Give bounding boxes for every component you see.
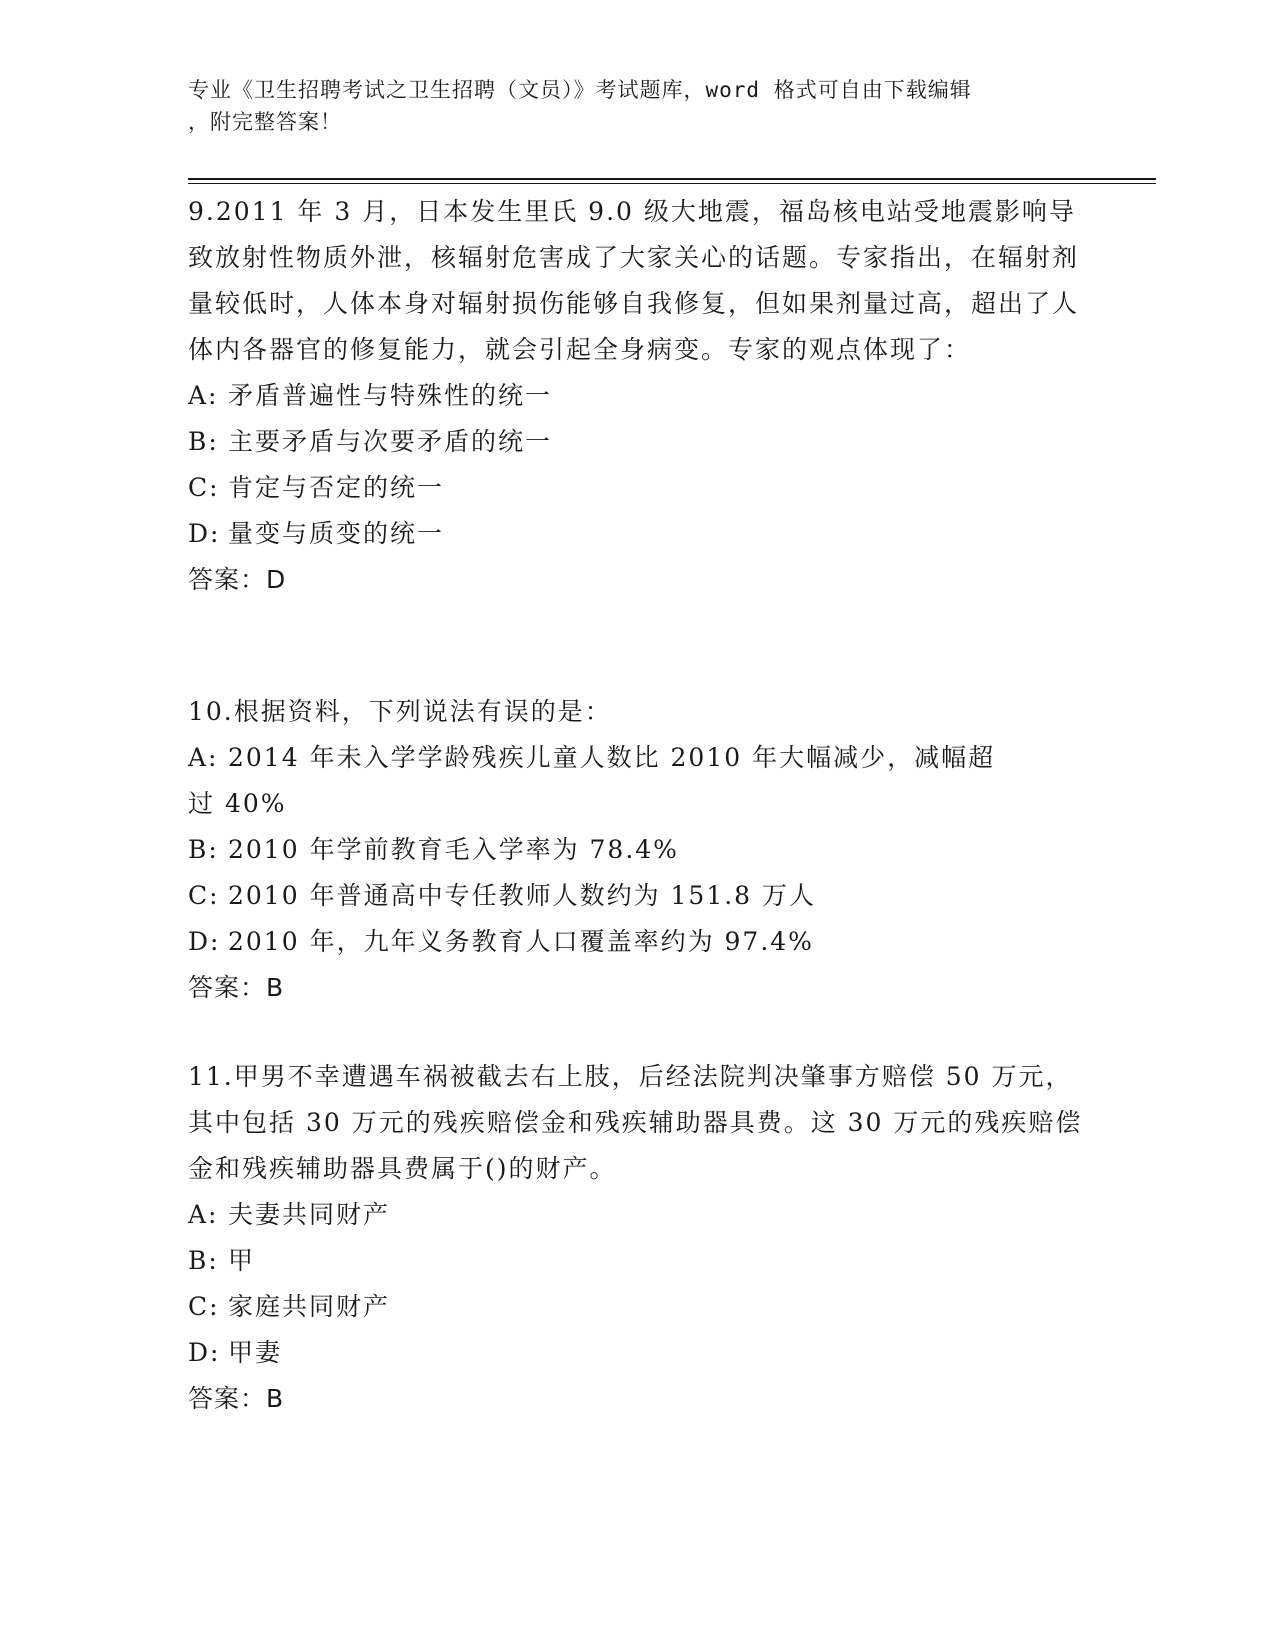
option-text: 甲妻	[228, 1338, 283, 1367]
option-text: 量变与质变的统一	[228, 519, 445, 548]
option-key: B:	[188, 1246, 219, 1275]
question-block	[188, 1054, 1088, 1422]
answer-line: 答案：B	[188, 1384, 285, 1413]
option-a	[188, 735, 1018, 827]
option-key: C:	[188, 473, 220, 502]
option-key: D:	[188, 519, 221, 548]
option-key: A:	[188, 381, 219, 410]
question-stem: 10.根据资料，下列说法有误的是：	[188, 697, 612, 726]
option-key: C:	[188, 881, 220, 910]
option-text: 2010 年，九年义务教育人口覆盖率约为 97.4%	[228, 927, 814, 956]
option-key: B:	[188, 835, 219, 864]
option-b	[188, 419, 1088, 465]
option-b	[188, 827, 1088, 873]
option-key: D:	[188, 1338, 221, 1367]
option-a	[188, 1192, 1088, 1238]
option-key: D:	[188, 927, 221, 956]
question-block	[188, 189, 1088, 603]
option-text: 2014 年未入学学龄残疾儿童人数比 2010 年大幅减少，减幅超过 40%	[188, 743, 996, 818]
option-text: 肯定与否定的统一	[228, 473, 445, 502]
option-key: B:	[188, 427, 219, 456]
option-key: C:	[188, 1292, 220, 1321]
document-header	[188, 74, 1068, 138]
option-key: A:	[188, 743, 219, 772]
option-text: 主要矛盾与次要矛盾的统一	[228, 427, 553, 456]
option-a	[188, 373, 1088, 419]
option-text: 2010 年学前教育毛入学率为 78.4%	[228, 835, 679, 864]
option-c	[188, 465, 1088, 511]
option-d	[188, 511, 1088, 557]
question-stem: 9.2011 年 3 月，日本发生里氏 9.0 级大地震，福岛核电站受地震影响导致放射性物质外泄，核辐射危害成了大家关心的话题。专家指出，在辐射剂量较低时，人体本身对辐射损伤能够自我修复，但如果剂量过高，超出了人体内各器官的修复能力，就会引起全身病变。专家的观点体现了：	[188, 197, 1080, 364]
header-line-1: 专业《卫生招聘考试之卫生招聘（文员）》考试题库，word 格式可自由下载编辑	[188, 78, 972, 102]
option-b	[188, 1238, 1088, 1284]
question-stem: 11.甲男不幸遭遇车祸被截去右上肢，后经法院判决肇事方赔偿 50 万元，其中包括 30 万元的残疾赔偿金和残疾辅助器具费。这 30 万元的残疾赔偿金和残疾辅助器具费属于()的财产。	[188, 1062, 1083, 1183]
option-key: A:	[188, 1200, 219, 1229]
answer-line: 答案：D	[188, 565, 287, 594]
option-c	[188, 873, 1088, 919]
option-c	[188, 1284, 1088, 1330]
option-text: 矛盾普遍性与特殊性的统一	[228, 381, 553, 410]
option-text: 甲	[228, 1246, 256, 1275]
option-d	[188, 1330, 1088, 1376]
option-text: 夫妻共同财产	[228, 1200, 391, 1229]
header-line-2: ，附完整答案！	[188, 110, 342, 134]
option-text: 2010 年普通高中专任教师人数约为 151.8 万人	[228, 881, 817, 910]
option-d	[188, 919, 1088, 965]
header-divider-thick	[188, 178, 1156, 180]
question-block	[188, 689, 1088, 1011]
option-text: 家庭共同财产	[228, 1292, 391, 1321]
answer-line: 答案：B	[188, 973, 285, 1002]
header-divider-thin	[188, 183, 1156, 184]
